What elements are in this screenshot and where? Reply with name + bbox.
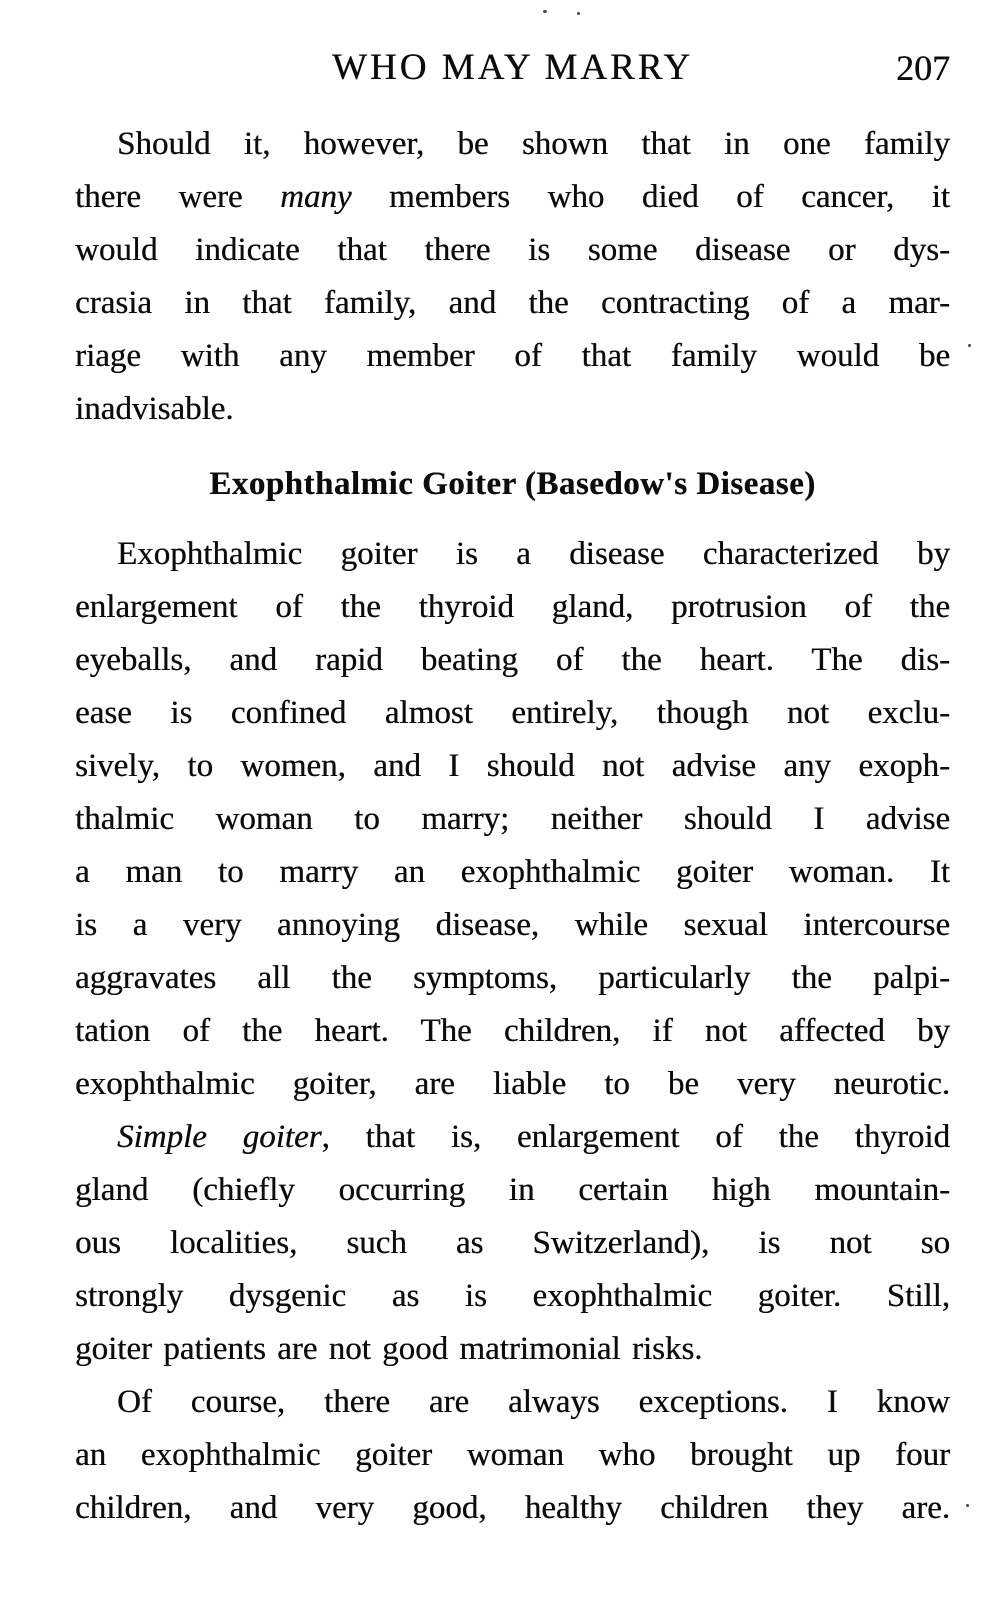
text-line: strongly dysgenic as is exophthalmic goiter. Still,	[75, 1278, 950, 1314]
page-number: 207	[896, 48, 950, 88]
text-line: ease is confined almost entirely, though not exclu-	[75, 695, 950, 731]
scan-speck	[577, 12, 580, 15]
section-heading: Exophthalmic Goiter (Basedow's Disease)	[209, 466, 816, 502]
scan-speck	[966, 1504, 969, 1507]
text-segment-italic: Simple goiter	[117, 1119, 322, 1155]
text-line	[75, 1111, 950, 1164]
text-line: riage with any member of that family would be	[75, 338, 950, 374]
text-line: gland (chiefly occurring in certain high mountain-	[75, 1172, 950, 1208]
text-segment: members who died of cancer, it	[351, 179, 950, 215]
scan-speck	[543, 10, 547, 13]
text-segment: , that is, enlargement of the thyroid	[321, 1119, 950, 1155]
text-segment: there were	[75, 179, 281, 215]
text-line: crasia in that family, and the contracting of a mar-	[75, 285, 950, 321]
paragraph-1	[75, 118, 950, 436]
scan-speck	[968, 344, 971, 347]
text-line: children, and very good, healthy children they are.	[75, 1490, 950, 1526]
text-line: a man to marry an exophthalmic goiter woman. It	[75, 854, 950, 890]
text-line: inadvisable.	[75, 391, 234, 427]
text-segment-italic: many	[280, 179, 352, 215]
text-line: thalmic woman to marry; neither should I advise	[75, 801, 950, 837]
text-line: enlargement of the thyroid gland, protrusion of the	[75, 589, 950, 625]
text-line: is a very annoying disease, while sexual intercourse	[75, 907, 950, 943]
text-line: goiter patients are not good matrimonial risks.	[75, 1331, 703, 1367]
text-line: exophthalmic goiter, are liable to be very neurotic.	[75, 1066, 950, 1102]
text-line	[75, 171, 950, 224]
text-line: an exophthalmic goiter woman who brought up four	[75, 1437, 950, 1473]
body-text	[75, 528, 950, 1535]
text-line: aggravates all the symptoms, particularly the palpi-	[75, 960, 950, 996]
text-line: tation of the heart. The children, if not affected by	[75, 1013, 950, 1049]
text-line: Exophthalmic goiter is a disease characterized by	[117, 536, 950, 572]
running-title: WHO MAY MARRY	[331, 47, 694, 88]
running-header	[75, 46, 950, 92]
text-line: would indicate that there is some disease or dys-	[75, 232, 950, 268]
text-line: Should it, however, be shown that in one family	[117, 126, 950, 162]
text-line: ous localities, such as Switzerland), is not so	[75, 1225, 950, 1261]
text-line: sively, to women, and I should not advise any exoph-	[75, 748, 950, 784]
text-line: eyeballs, and rapid beating of the heart. The dis-	[75, 642, 950, 678]
text-line: Of course, there are always exceptions. I know	[117, 1384, 950, 1420]
